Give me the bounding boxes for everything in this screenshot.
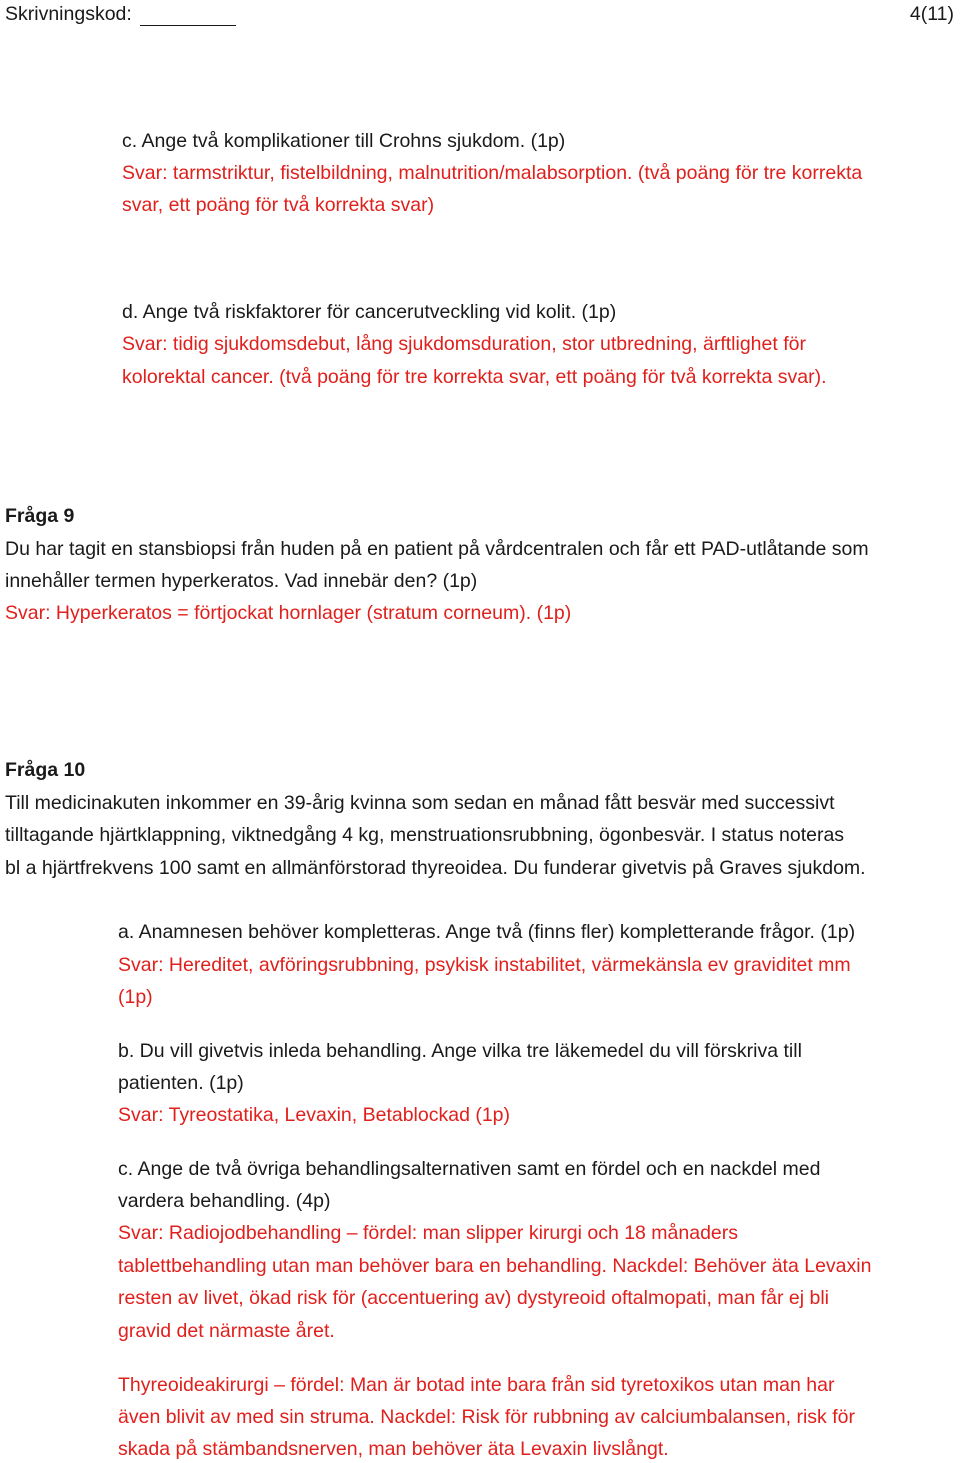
q10c-answer1-line-3: resten av livet, ökad risk för (accentuering av) dystyreoid oftalmopati, man får ej bli <box>118 1287 829 1309</box>
code-label: Skrivningskod: <box>5 3 132 25</box>
q10c-answer2-line-2: även blivit av med sin struma. Nackdel: Risk för rubbning av calciumbalansen, risk för <box>118 1406 855 1428</box>
q8c-answer-line-2: svar, ett poäng för två korrekta svar) <box>122 194 435 216</box>
q8d-answer-line-2: kolorektal cancer. (två poäng för tre korrekta svar, ett poäng för två korrekta svar). <box>122 366 827 388</box>
q10c-question-line-2: vardera behandling. (4p) <box>118 1190 331 1212</box>
code-blank-line <box>140 5 236 26</box>
q8c-answer-line-1: Svar: tarmstriktur, fistelbildning, malnutrition/malabsorption. (två poäng för tre korrekta <box>122 162 863 184</box>
q8d-question: d. Ange två riskfaktorer för cancerutveckling vid kolit. (1p) <box>122 301 617 323</box>
q10c-answer1-line-2: tablettbehandling utan man behöver bara en behandling. Nackdel: Behöver äta Levaxin <box>118 1255 872 1277</box>
q10c-answer2-line-3: skada på stämbandsnerven, man behöver äta Levaxin livslångt. <box>118 1438 669 1460</box>
q9-answer: Svar: Hyperkeratos = förtjockat hornlager (stratum corneum). (1p) <box>5 602 572 624</box>
header-code-field <box>5 2 236 26</box>
q10-title: Fråga 10 <box>5 759 86 781</box>
q10a-question: a. Anamnesen behöver kompletteras. Ange två (finns fler) kompletterande frågor. (1p) <box>118 921 856 943</box>
q10-text-line-1: Till medicinakuten inkommer en 39-årig kvinna som sedan en månad fått besvär med successivt <box>5 792 835 814</box>
q10c-answer1-line-4: gravid det närmaste året. <box>118 1320 335 1342</box>
q9-text-line-1: Du har tagit en stansbiopsi från huden på en patient på vårdcentralen och får ett PAD-utlåtande som <box>5 538 869 560</box>
q10b-answer: Svar: Tyreostatika, Levaxin, Betablockad (1p) <box>118 1104 511 1126</box>
q10c-question-line-1: c. Ange de två övriga behandlingsalternativen samt en fördel och en nackdel med <box>118 1158 821 1180</box>
q10-text-line-3: bl a hjärtfrekvens 100 samt en allmänförstorad thyreoidea. Du funderar givetvis på Graves sjukdom. <box>5 857 866 879</box>
q8d-answer-line-1: Svar: tidig sjukdomsdebut, lång sjukdomsduration, stor utbredning, ärftlighet för <box>122 333 806 355</box>
q10c-answer1-line-1: Svar: Radiojodbehandling – fördel: man slipper kirurgi och 18 månaders <box>118 1222 739 1244</box>
q9-title: Fråga 9 <box>5 505 75 527</box>
q10b-question-line-2: patienten. (1p) <box>118 1072 244 1094</box>
q10b-question-line-1: b. Du vill givetvis inleda behandling. Ange vilka tre läkemedel du vill förskriva till <box>118 1040 802 1062</box>
q10a-answer-line-2: (1p) <box>118 986 153 1008</box>
q9-text-line-2: innehåller termen hyperkeratos. Vad innebär den? (1p) <box>5 570 478 592</box>
q10a-answer-line-1: Svar: Hereditet, avföringsrubbning, psykisk instabilitet, värmekänsla ev graviditet mm <box>118 954 851 976</box>
q10-text-line-2: tilltagande hjärtklappning, viktnedgång 4 kg, menstruationsrubbning, ögonbesvär. I status noteras <box>5 824 845 846</box>
page-number: 4(11) <box>909 3 954 25</box>
q10c-answer2-line-1: Thyreoideakirurgi – fördel: Man är botad inte bara från sid tyretoxikos utan man har <box>118 1374 835 1396</box>
q8c-question: c. Ange två komplikationer till Crohns sjukdom. (1p) <box>122 130 566 152</box>
